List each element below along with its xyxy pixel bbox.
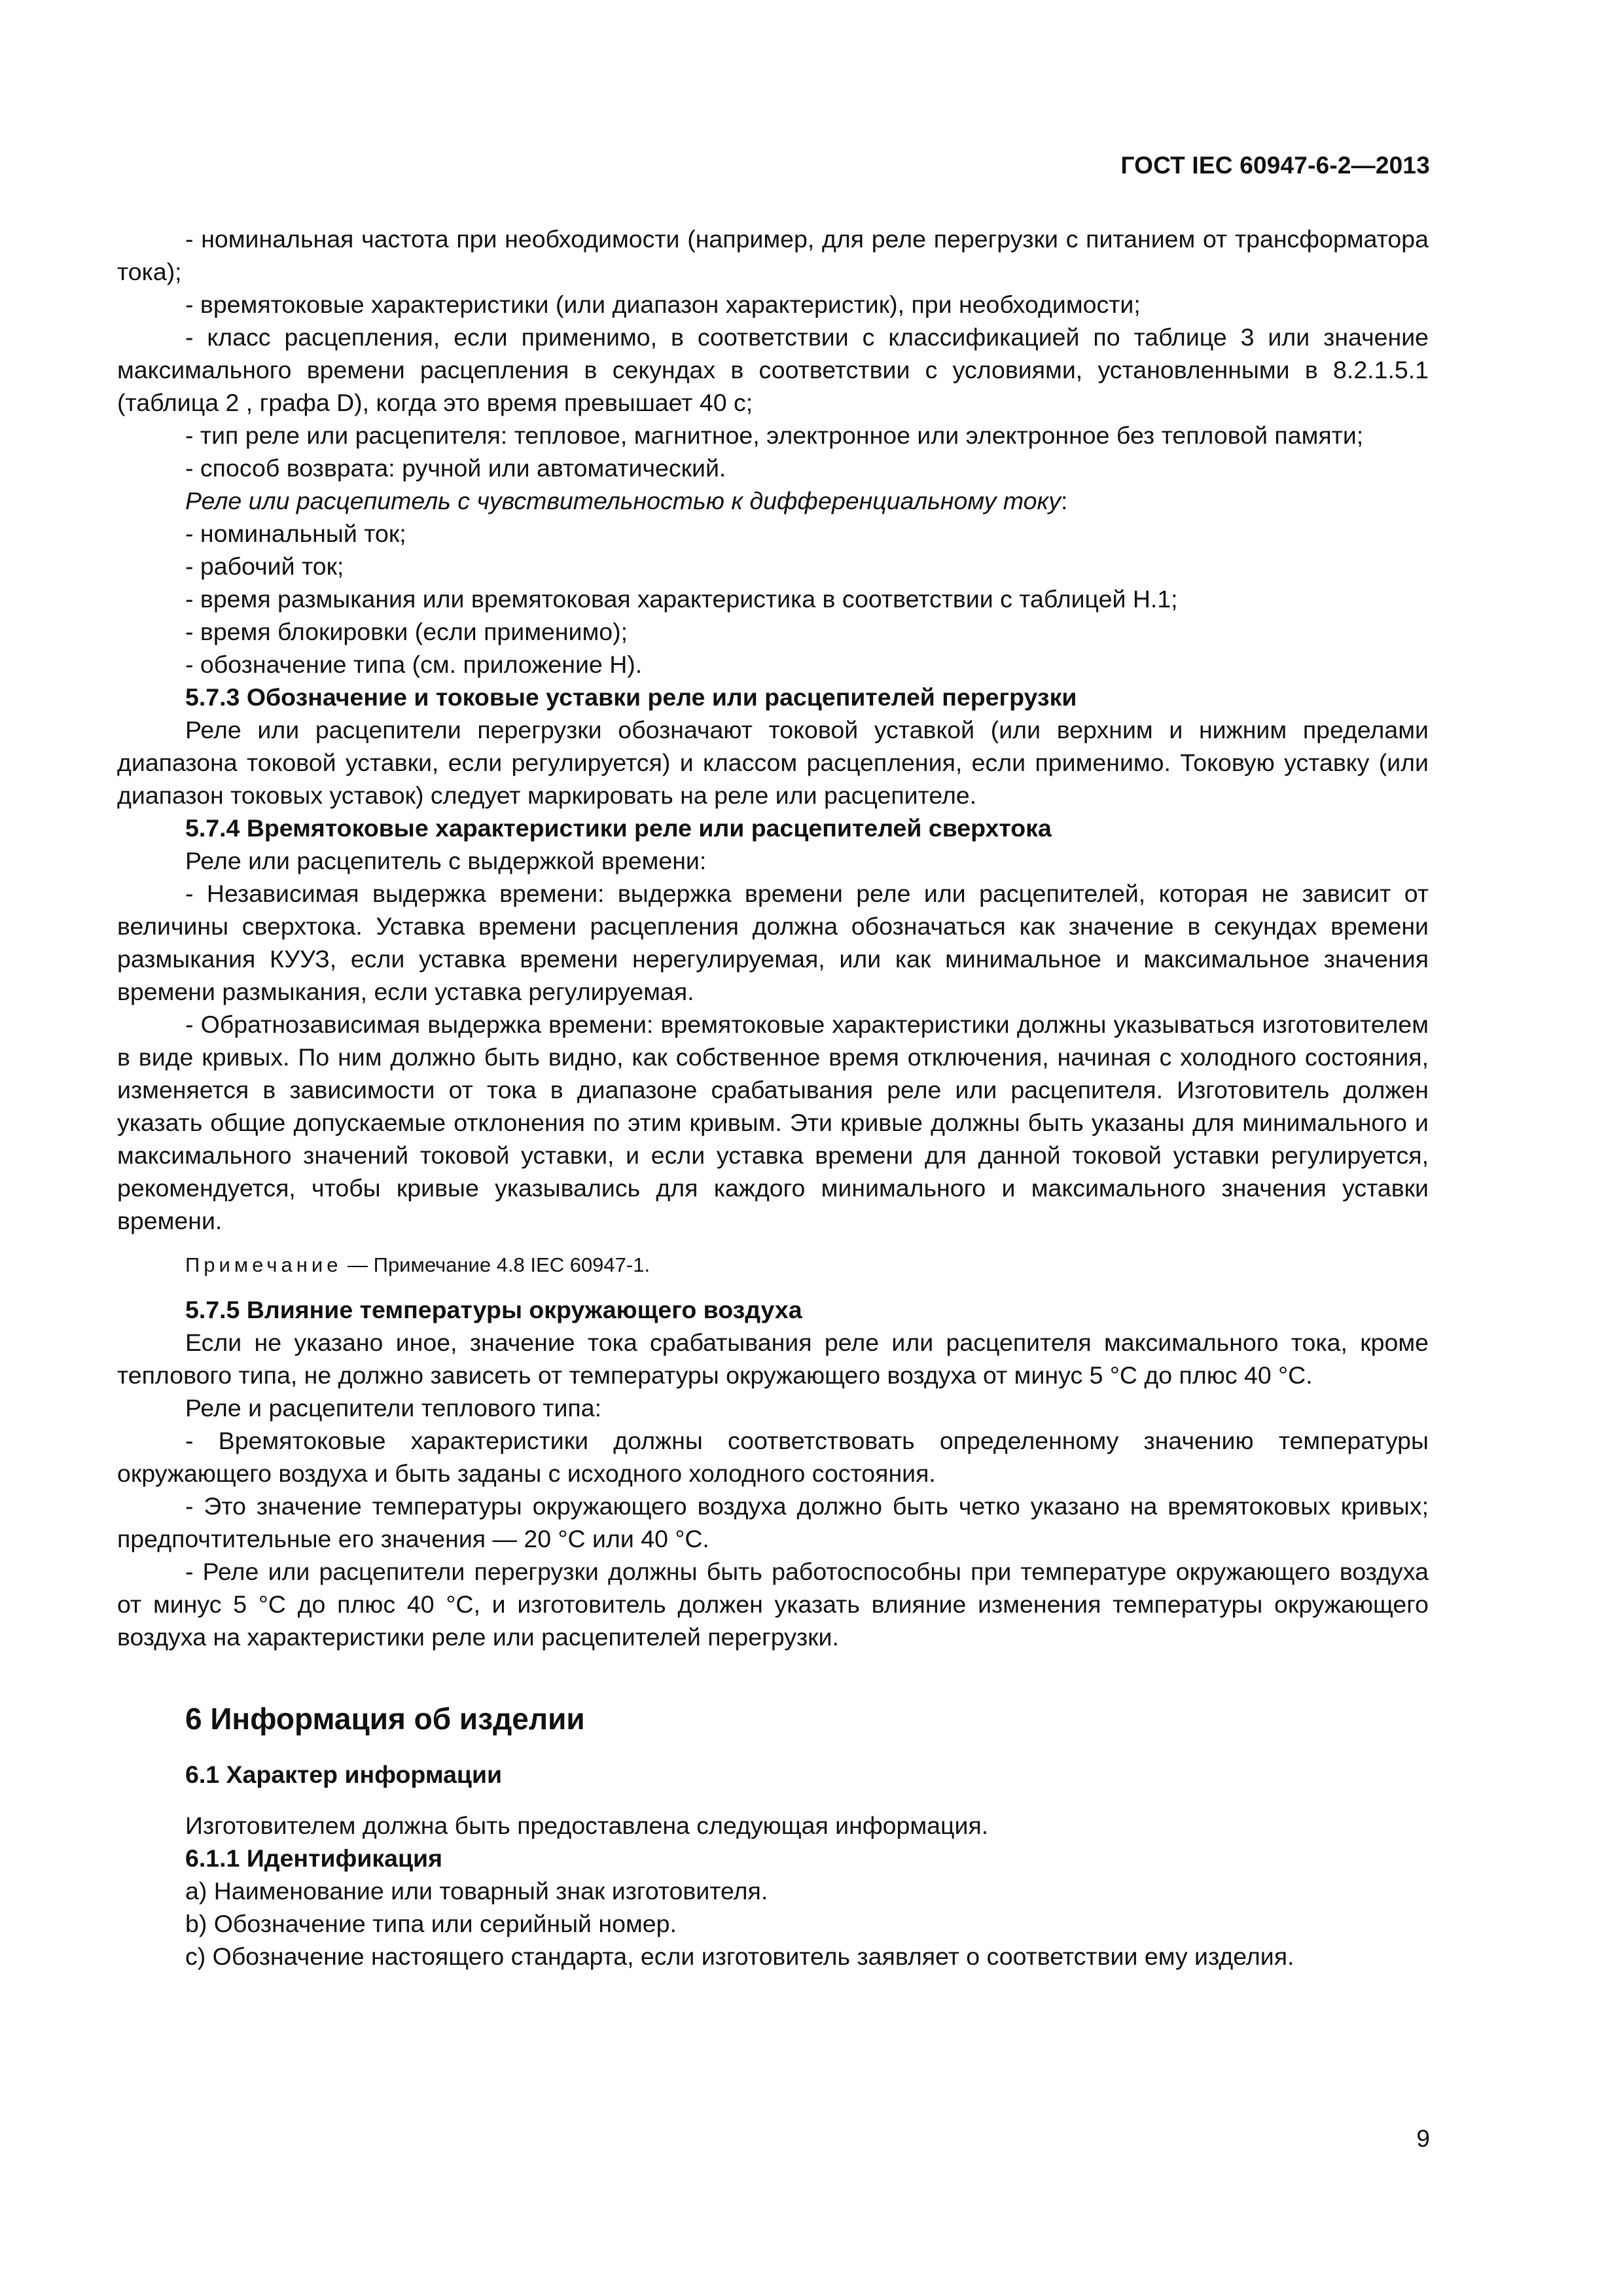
section-5-7-5-para-1: Если не указано иное, значение тока срабатывания реле или расцепителя максимального тока, кроме теплового типа, не должно зависеть от температуры окружающего воздуха от минус 5 °С до плюс 40 °С.: [117, 1329, 1429, 1389]
list-item: - рабочий ток;: [185, 552, 344, 580]
page-number: 9: [1416, 2125, 1430, 2152]
note: [117, 1249, 1429, 1282]
document-body: [117, 223, 1429, 1973]
list-item: с) Обозначение настоящего стандарта, если изготовитель заявляет о соответствии ему изделия.: [185, 1943, 1294, 1970]
list-item: - времятоковые характеристики (или диапазон характеристик), при необходимости;: [185, 291, 1141, 318]
list-item: - номинальная частота при необходимости (например, для реле перегрузки с питанием от трансформатора тока);: [117, 225, 1429, 285]
section-5-7-4-intro: Реле или расцепитель с выдержкой времени:: [185, 847, 707, 874]
section-6-1-title: 6.1 Характер информации: [185, 1761, 503, 1788]
section-5-7-5-para-5: - Реле или расцепители перегрузки должны быть работоспособны при температуре окружающего воздуха от минус 5 °С до плюс 40 °С, и изготовитель должен указать влияние изменения температуры окружающего воздуха на характеристики реле или расцепителей перегрузки.: [117, 1558, 1429, 1651]
section-5-7-5-para-4: - Это значение температуры окружающего воздуха должно быть четко указано на времятоковых кривых; предпочтительные его значения — 20 °С или 40 °С.: [117, 1492, 1429, 1552]
list-item: а) Наименование или товарный знак изготовителя.: [185, 1877, 768, 1905]
section-5-7-5-para-2: Реле и расцепители теплового типа:: [185, 1394, 601, 1422]
list-item: - класс расцепления, если применимо, в соответствии с классификацией по таблице 3 или значение максимального времени расцепления в секундах в соответствии с условиями, установленными в 8.2.1.5.1 (таблица 2 , графа D), когда это время превышает 40 с;: [117, 323, 1429, 416]
section-6-1-1-title: 6.1.1 Идентификация: [185, 1844, 442, 1872]
list-item: - номинальный ток;: [185, 520, 406, 547]
section-5-7-5-title: 5.7.5 Влияние температуры окружающего воздуха: [185, 1296, 802, 1323]
section-5-7-4-title: 5.7.4 Времятоковые характеристики реле или расцепителей сверхтока: [185, 814, 1052, 842]
section-5-7-3-text: Реле или расцепители перегрузки обозначают токовой уставкой (или верхним и нижним пределами диапазона токовой уставки, если регулируется) и классом расцепления, если применимо. Токовую уставку (или диапазон токовых уставок) следует маркировать на реле или расцепителе.: [117, 716, 1429, 809]
note-label: Примечание: [185, 1253, 342, 1276]
section-6-1-text: Изготовителем должна быть предоставлена следующая информация.: [185, 1812, 989, 1839]
diff-relay-title: Реле или расцепитель с чувствительностью к дифференциальному току: [185, 487, 1061, 514]
diff-relay-heading: Реле или расцепитель с чувствительностью к дифференциальному току:: [185, 487, 1068, 514]
section-5-7-4-para-2: - Обратнозависимая выдержка времени: времятоковые характеристики должны указываться изготовителем в виде кривых. По ним должно быть видно, как собственное время отключения, начиная с холодного состояния, изменяется в зависимости от тока в диапазоне срабатывания реле или расцепителя. Изготовитель должен указать общие допускаемые отклонения по этим кривым. Эти кривые должны быть указаны для минимального и максимального значений токовой уставки, и если уставка времени для данной токовой уставки регулируется, рекомендуется, чтобы кривые указывались для каждого минимального и максимального значения уставки времени.: [117, 1011, 1429, 1234]
list-item: - обозначение типа (см. приложение Н).: [185, 651, 643, 678]
document-code-header: ГОСТ IEC 60947-6-2—2013: [1120, 152, 1430, 179]
section-5-7-4-para-1: - Независимая выдержка времени: выдержка времени реле или расцепителей, которая не зависит от величины сверхтока. Уставка времени расцепления должна обозначаться как значение в секундах времени размыкания КУУЗ, если уставка времени нерегулируемая, или как минимальное и максимальное значения времени размыкания, если уставка регулируемая.: [117, 880, 1429, 1005]
list-item: b) Обозначение типа или серийный номер.: [185, 1910, 677, 1937]
note-text: — Примечание 4.8 IEC 60947-1.: [342, 1253, 651, 1276]
list-item: - тип реле или расцепителя: тепловое, магнитное, электронное или электронное без тепловой памяти;: [185, 422, 1364, 449]
list-item: - способ возврата: ручной или автоматический.: [185, 454, 726, 482]
list-item: - время размыкания или времятоковая характеристика в соответствии с таблицей Н.1;: [185, 585, 1178, 613]
section-6-title: 6 Информация об изделии: [185, 1702, 585, 1736]
list-item: - время блокировки (если применимо);: [185, 618, 628, 645]
section-5-7-5-para-3: - Времятоковые характеристики должны соответствовать определенному значению температуры окружающего воздуха и быть заданы с исходного холодного состояния.: [117, 1427, 1429, 1487]
section-5-7-3-title: 5.7.3 Обозначение и токовые уставки реле или расцепителей перегрузки: [185, 683, 1077, 711]
